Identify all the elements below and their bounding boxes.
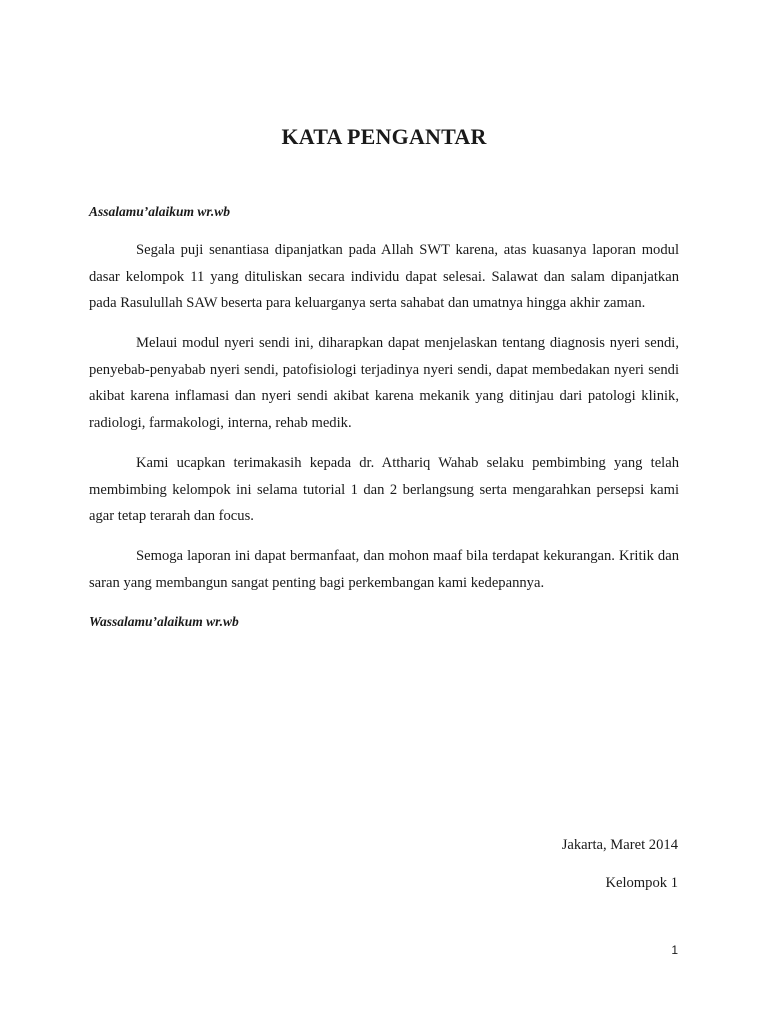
page-title: KATA PENGANTAR bbox=[281, 124, 487, 149]
page-number: 1 bbox=[671, 943, 678, 957]
paragraph-1: Segala puji senantiasa dipanjatkan pada Allah SWT karena, atas kuasanya laporan modul dasar kelompok 11 yang dituliskan secara individu dapat selesai. Salawat dan salam dipanjatkan pada Rasulullah SAW beserta para keluarganya serta sahabat dan umatnya hingga akhir zaman. bbox=[89, 242, 679, 312]
opening-greeting: Assalamu’alaikum wr.wb bbox=[89, 204, 231, 219]
closing-greeting: Wassalamu’alaikum wr.wb bbox=[89, 614, 239, 629]
author-signature: Kelompok 1 bbox=[605, 875, 678, 891]
paragraph-4: Semoga laporan ini dapat bermanfaat, dan mohon maaf bila terdapat kekurangan. Kritik dan saran yang membangun sangat penting bagi perkembangan kami kedepannya. bbox=[89, 548, 679, 591]
place-date: Jakarta, Maret 2014 bbox=[561, 837, 678, 853]
paragraph-2: Melaui modul nyeri sendi ini, diharapkan dapat menjelaskan tentang diagnosis nyeri sendi, penyebab-penyabab nyeri sendi, patofisiologi terjadinya nyeri sendi, dapat membedakan nyeri sendi akibat karena inflamasi dan nyeri sendi akibat karena mekanik yang ditinjau dari patologi klinik, radiologi, farmakologi, interna, rehab medik. bbox=[89, 335, 679, 432]
paragraph-3: Kami ucapkan terimakasih kepada dr. Atthariq Wahab selaku pembimbing yang telah membimbing kelompok ini selama tutorial 1 dan 2 berlangsung serta mengarahkan persepsi kami agar tetap terarah dan focus. bbox=[89, 455, 679, 525]
